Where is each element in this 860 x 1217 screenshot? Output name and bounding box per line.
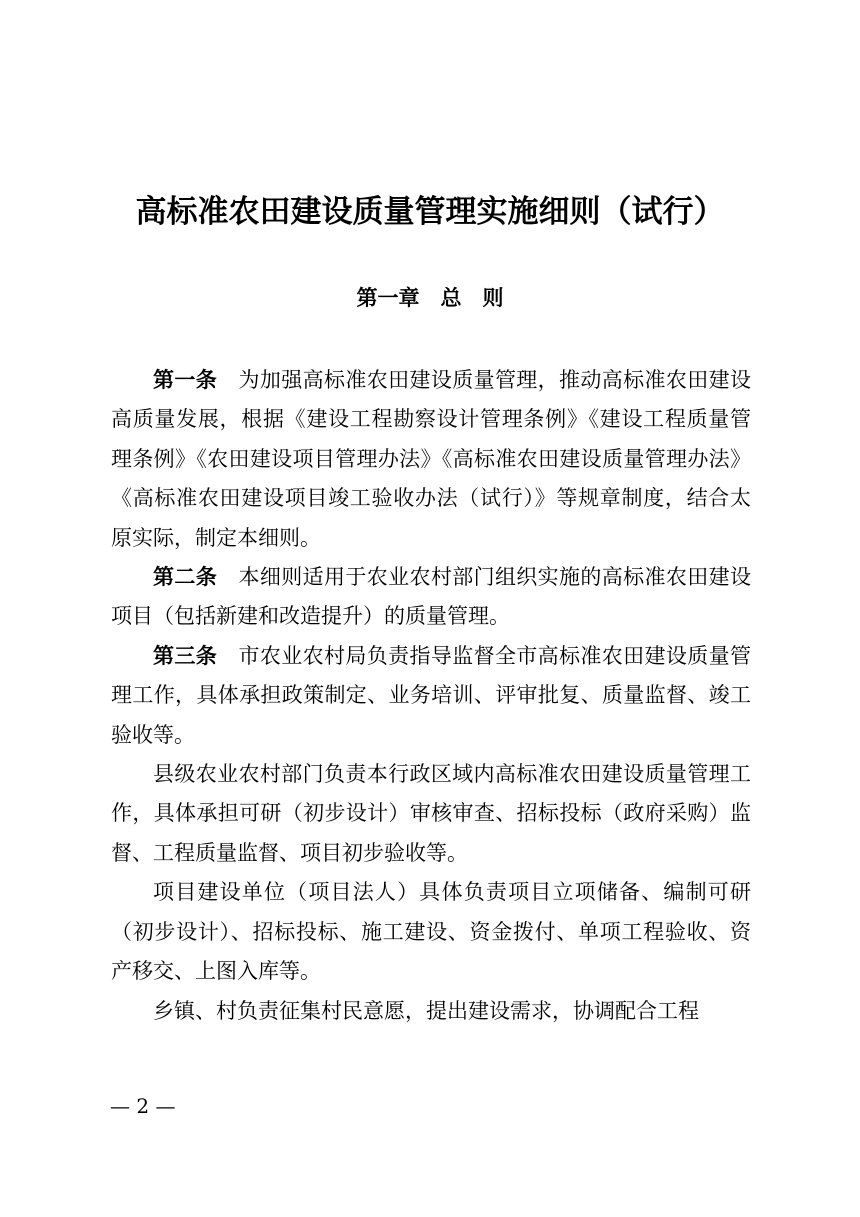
page-number: — 2 — [110,1094,176,1118]
article-text: 为加强高标准农田建设质量管理，推动高标准农田建设高质量发展，根据《建设工程勘察设计管理条例》《建设工程质量管理条例》《农田建设项目管理办法》《高标准农田建设质量管理办法》《高标准农田建设项目竣工验收办法（试行）》等规章制度，结合太原实际，制定本细则。 [111,368,752,550]
article-paragraph [111,558,751,637]
article-label: 第二条 [153,565,218,590]
article-text: 本细则适用于农业农村部门组织实施的高标准农田建设项目（包括新建和改造提升）的质量管理。 [111,565,752,629]
paragraph-text: 县级农业农村部门负责本行政区域内高标准农田建设质量管理工作，具体承担可研（初步设计）审核审查、招标投标（政府采购）监督、工程质量监督、项目初步验收等。 [111,762,751,865]
paragraph-text: 项目建设单位（项目法人）具体负责项目立项储备、编制可研（初步设计）、招标投标、施工建设、资金拨付、单项工程验收、资产移交、上图入库等。 [111,880,751,984]
article-label: 第三条 [153,643,218,668]
body-paragraph [111,992,751,1031]
document-title: 高标准农田建设质量管理实施细则（试行） [135,194,725,230]
article-paragraph [111,361,751,558]
body-paragraph [111,755,751,873]
body-paragraph [111,873,751,991]
paragraph-text: 乡镇、村负责征集村民意愿，提出建设需求，协调配合工程 [153,998,699,1023]
chapter-heading: 第一章 总 则 [356,286,504,310]
document-body [111,361,751,1031]
article-text: 市农业农村局负责指导监督全市高标准农田建设质量管理工作，具体承担政策制定、业务培训、评审批复、质量监督、竣工验收等。 [111,643,752,747]
article-paragraph [111,637,751,755]
article-label: 第一条 [153,368,218,392]
